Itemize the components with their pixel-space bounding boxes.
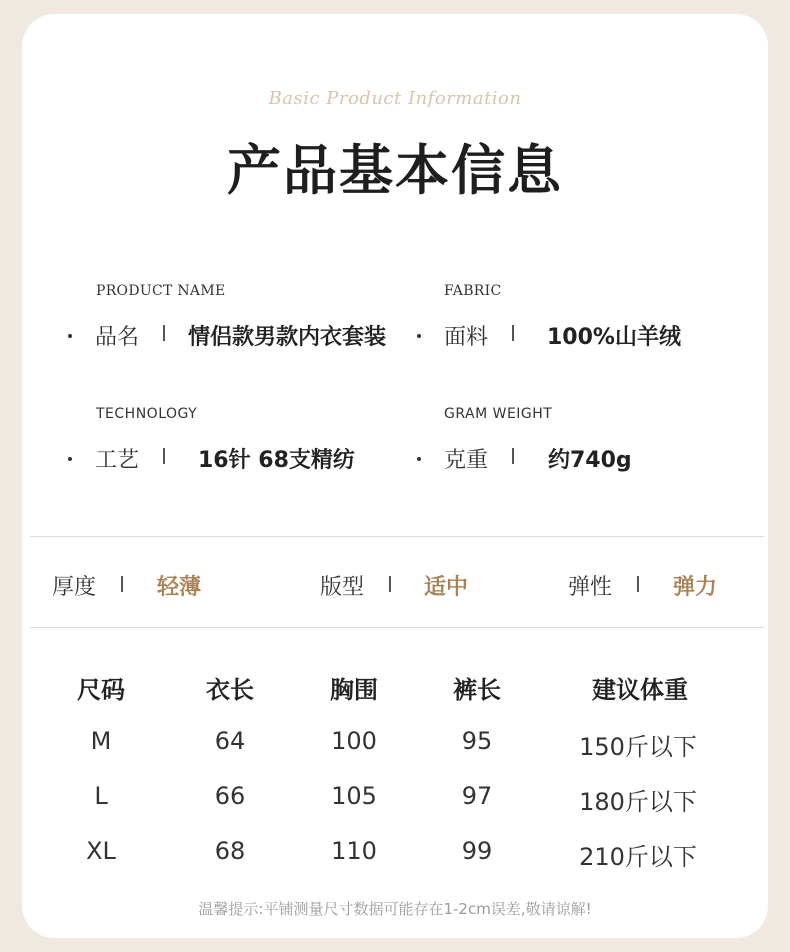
separator: [389, 576, 391, 592]
product-name-en-label: PRODUCT NAME: [96, 283, 226, 299]
table-header: 裤长: [453, 676, 501, 704]
separator: [512, 325, 514, 341]
bullet-dot: [68, 334, 72, 338]
fabric-en-label: FABRIC: [444, 283, 502, 299]
fit-label: 版型: [320, 575, 365, 600]
thickness-label: 厚度: [52, 575, 97, 600]
bullet-dot: [417, 334, 421, 338]
separator: [163, 448, 165, 464]
product-name-value: 情侣款男款内衣套装: [188, 325, 387, 350]
table-cell: 97: [461, 782, 493, 810]
table-cell: XL: [86, 837, 116, 865]
gram-weight-value: 约740g: [548, 448, 632, 473]
divider: [30, 627, 764, 628]
separator: [121, 576, 123, 592]
page-title: 产品基本信息: [227, 139, 563, 202]
table-header: 建议体重: [592, 676, 688, 704]
table-cell: 95: [461, 727, 493, 755]
script-title: Basic Product Information: [268, 88, 522, 109]
table-cell: 210斤以下: [579, 843, 697, 871]
measurement-note: 温馨提示:平铺测量尺寸数据可能存在1-2cm误差,敬请谅解!: [198, 900, 592, 918]
technology-label: 工艺: [95, 448, 140, 473]
separator: [637, 576, 639, 592]
table-cell: 110: [331, 837, 377, 865]
fabric-value: 100%山羊绒: [547, 325, 681, 350]
table-cell: 66: [214, 782, 246, 810]
separator: [163, 325, 165, 341]
table-cell: 100: [331, 727, 377, 755]
table-header: 尺码: [77, 676, 125, 704]
table-cell: L: [94, 782, 108, 810]
elasticity-value: 弹力: [673, 575, 718, 600]
fabric-label: 面料: [444, 325, 489, 350]
technology-value: 16针 68支精纺: [198, 448, 355, 473]
table-cell: 68: [214, 837, 246, 865]
gram-weight-en-label: GRAM WEIGHT: [444, 406, 553, 422]
thickness-value: 轻薄: [157, 575, 202, 600]
bullet-dot: [68, 457, 72, 461]
separator: [512, 448, 514, 464]
table-cell: 64: [214, 727, 246, 755]
fit-value: 适中: [424, 575, 469, 600]
table-header: 衣长: [206, 676, 254, 704]
table-cell: 150斤以下: [579, 733, 697, 761]
table-cell: 99: [461, 837, 493, 865]
technology-en-label: TECHNOLOGY: [96, 406, 198, 422]
elasticity-label: 弹性: [568, 575, 613, 600]
bullet-dot: [417, 457, 421, 461]
divider: [30, 536, 764, 537]
table-cell: 105: [331, 782, 377, 810]
table-cell: 180斤以下: [579, 788, 697, 816]
gram-weight-label: 克重: [444, 448, 489, 473]
table-cell: M: [90, 727, 112, 755]
table-header: 胸围: [330, 676, 378, 704]
product-name-label: 品名: [95, 325, 140, 350]
